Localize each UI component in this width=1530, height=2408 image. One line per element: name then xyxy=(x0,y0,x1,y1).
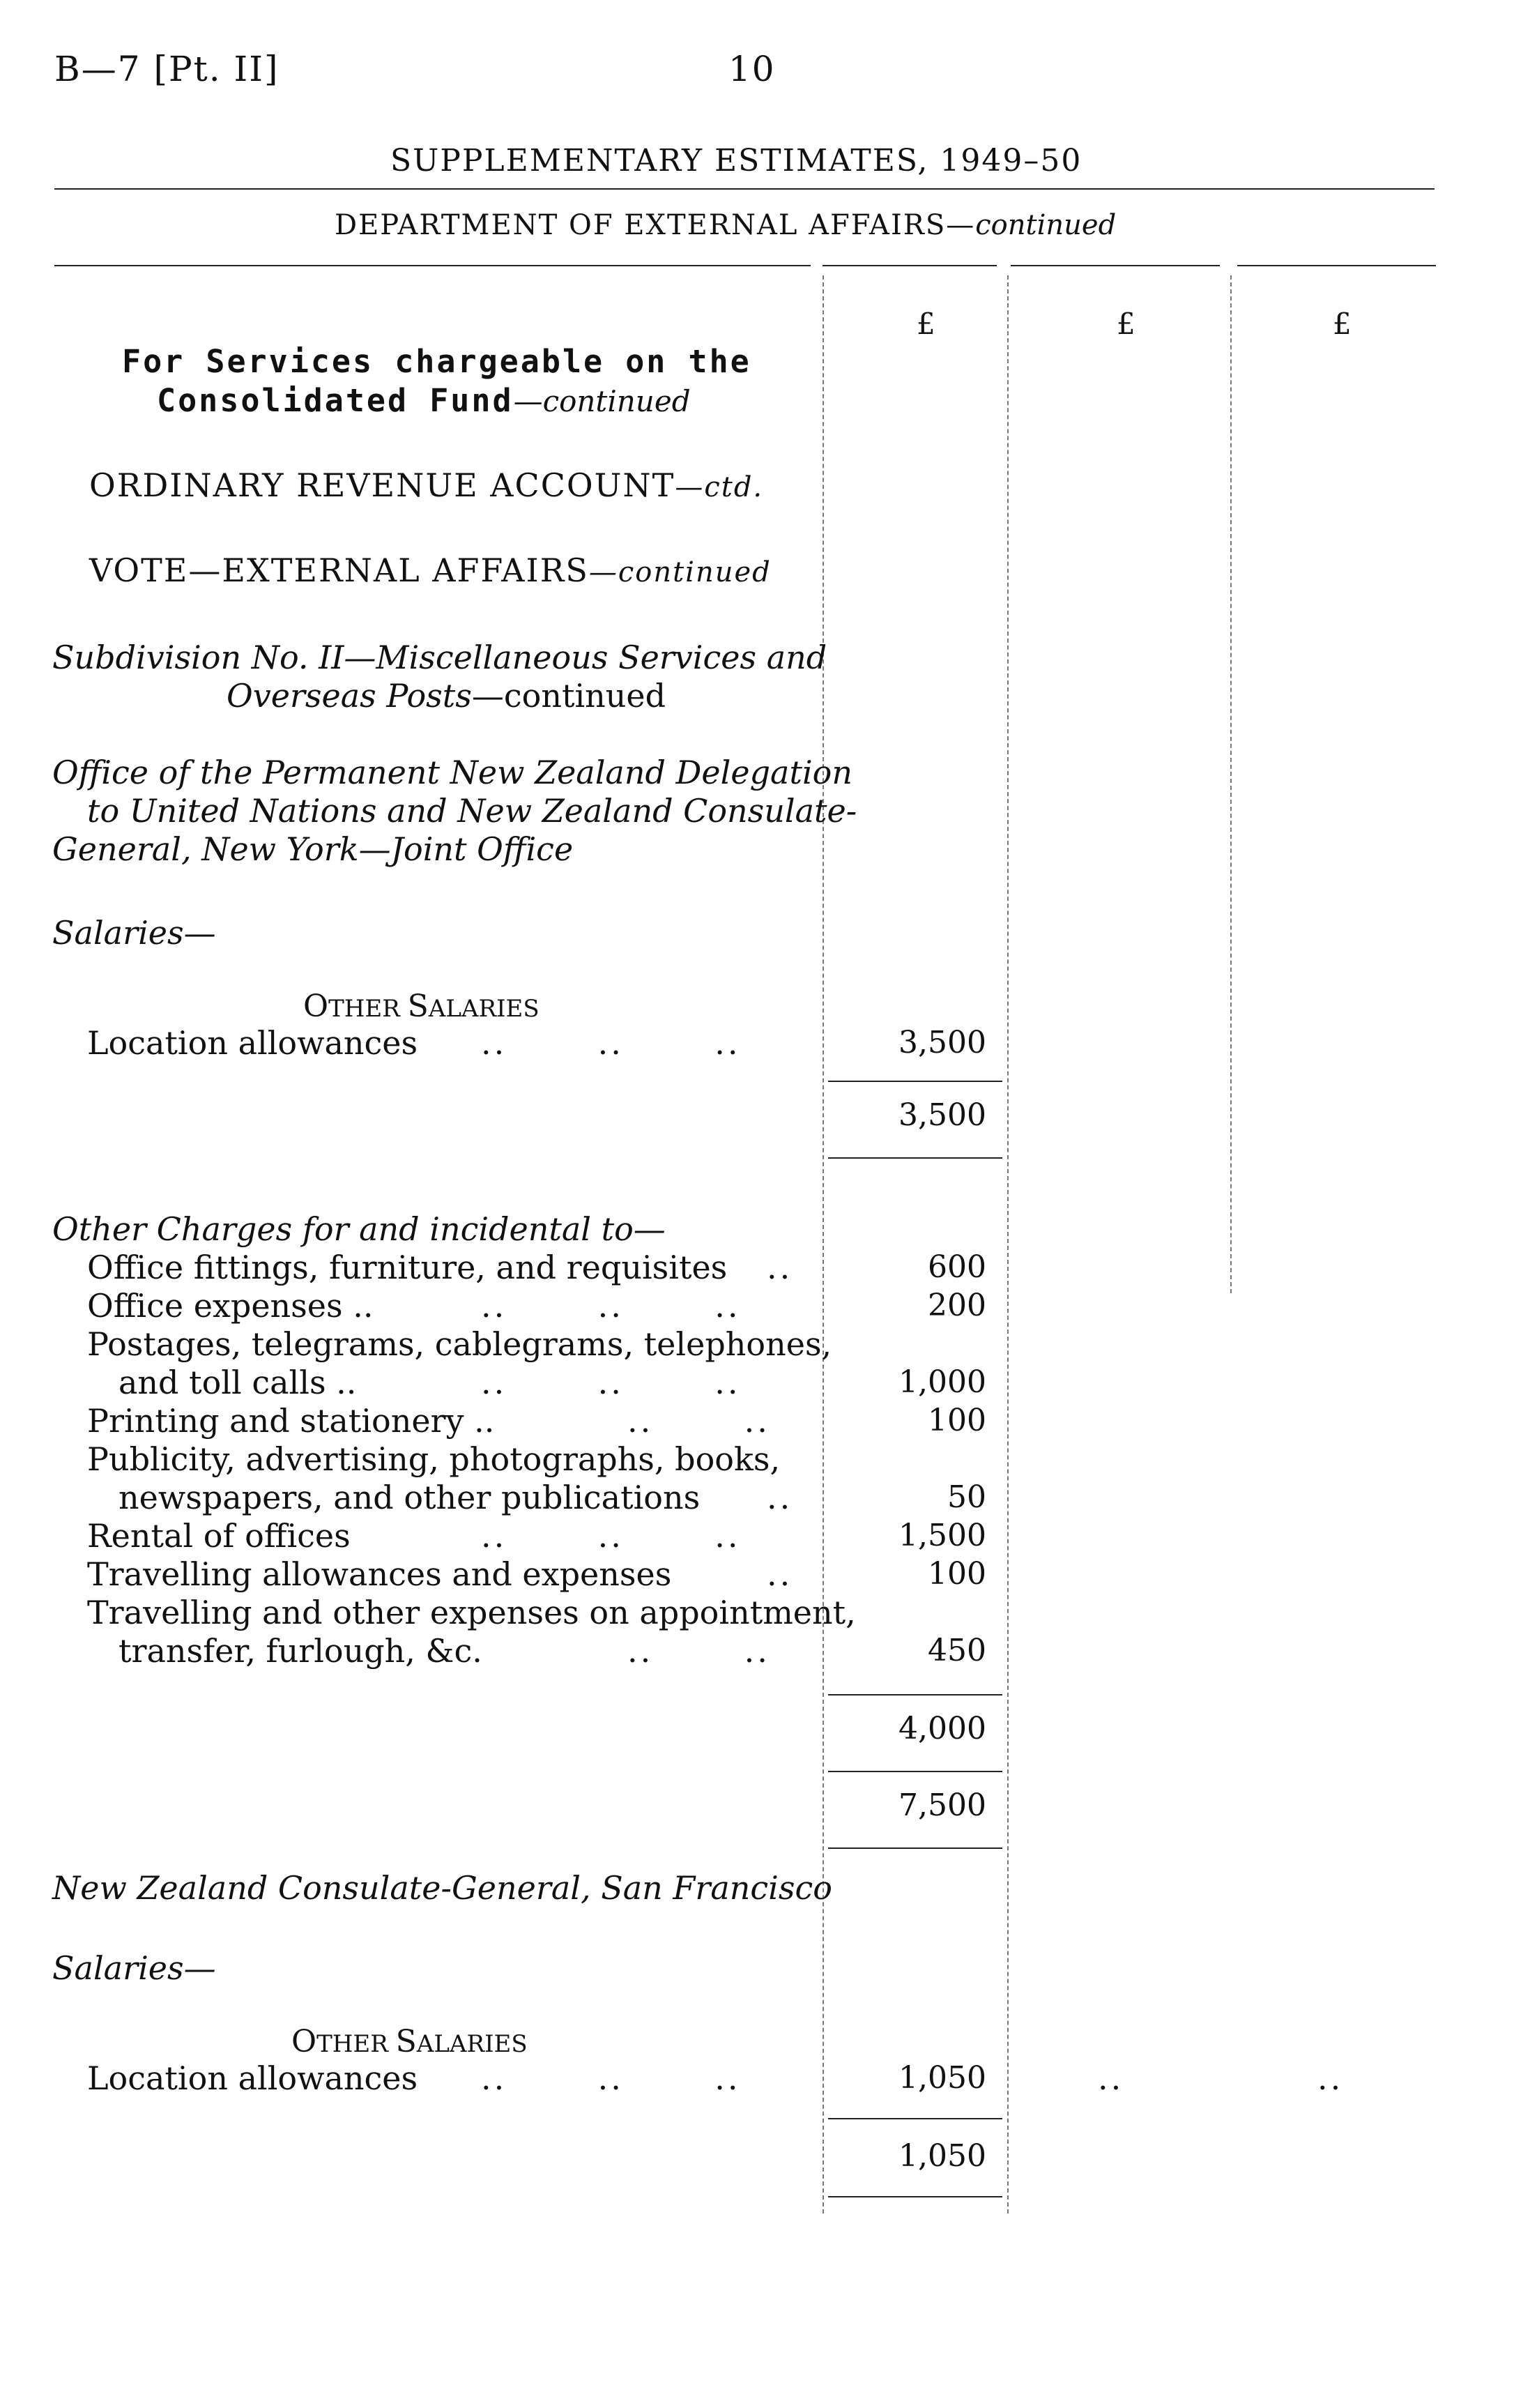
sf-location-allowances-value: 1,050 xyxy=(898,2060,986,2096)
ny-office-total: 7,500 xyxy=(898,1788,986,1823)
charge-label-continued: transfer, furlough, &c. xyxy=(118,1632,482,1670)
charge-label: Travelling allowances and expenses xyxy=(87,1555,672,1593)
leader-dots: .. .. xyxy=(627,1632,770,1670)
column-3-currency: £ xyxy=(1333,307,1352,341)
ny-location-allowances-label: Location allowances xyxy=(87,1024,418,1062)
charge-label: Office expenses .. xyxy=(87,1287,374,1325)
title-rule xyxy=(54,188,1435,190)
column-divider-2 xyxy=(1007,275,1009,2213)
ny-other-salaries-heading: OTHER SALARIES xyxy=(303,989,540,1024)
subtotal-rule xyxy=(828,1157,1002,1159)
department-heading: DEPARTMENT OF EXTERNAL AFFAIRS—continued xyxy=(335,209,1117,241)
heading-rule-far xyxy=(1237,265,1436,266)
charge-label: Postages, telegrams, cablegrams, telephones, xyxy=(87,1325,832,1363)
charge-label-continued: newspapers, and other publications xyxy=(118,1479,701,1516)
charge-value: 100 xyxy=(928,1556,986,1592)
ny-other-charges-label: Other Charges for and incidental to— xyxy=(52,1210,666,1248)
page-reference: B—7 [Pt. II] xyxy=(54,49,280,89)
charge-value: 50 xyxy=(947,1479,986,1515)
column-divider-3 xyxy=(1230,275,1232,1293)
leader-dots: .. .. xyxy=(627,1402,770,1440)
heading-rule-mid xyxy=(823,265,997,266)
heading-rule-right xyxy=(1011,265,1220,266)
charge-value: 600 xyxy=(928,1249,986,1285)
sf-heading: New Zealand Consulate-General, San Francisco xyxy=(52,1869,832,1907)
charge-label: Printing and stationery .. xyxy=(87,1402,495,1440)
leader-dots: .. .. .. xyxy=(481,1364,741,1401)
vote-heading: VOTE—EXTERNAL AFFAIRS—continued xyxy=(89,551,772,589)
office-heading-line-2: to United Nations and New Zealand Consulate- xyxy=(87,792,857,830)
ny-charges-total: 4,000 xyxy=(898,1711,986,1746)
column-2-currency: £ xyxy=(1117,307,1135,341)
leader-dots: .. .. .. xyxy=(481,1024,741,1062)
charge-label: Office fittings, furniture, and requisites xyxy=(87,1249,728,1286)
subtotal-rule xyxy=(828,2118,1002,2119)
charge-value: 1,000 xyxy=(898,1364,986,1400)
charge-value: 100 xyxy=(928,1403,986,1438)
ny-salaries-total: 3,500 xyxy=(898,1097,986,1133)
sf-other-salaries-heading: OTHER SALARIES xyxy=(291,2024,528,2059)
column-divider-1 xyxy=(823,275,824,2213)
office-heading-line-3: General, New York—Joint Office xyxy=(52,830,574,868)
subdivision-line-2: Overseas Posts—continued xyxy=(227,677,666,715)
charge-label: Publicity, advertising, photographs, books, xyxy=(87,1440,781,1478)
leader-dots: .. .. .. xyxy=(481,2059,741,2097)
leader-dots: .. xyxy=(767,1479,793,1516)
charge-value: 1,500 xyxy=(898,1518,986,1553)
subtotal-rule xyxy=(828,1771,1002,1772)
ny-location-allowances-value: 3,500 xyxy=(898,1025,986,1060)
leader-dots: .. xyxy=(767,1249,793,1286)
subtotal-rule xyxy=(828,1847,1002,1849)
document-title: SUPPLEMENTARY ESTIMATES, 1949–50 xyxy=(390,143,1083,178)
account-heading: ORDINARY REVENUE ACCOUNT—ctd. xyxy=(89,466,764,504)
sf-column-3-dots: .. xyxy=(1317,2059,1344,2097)
subtotal-rule xyxy=(828,2196,1002,2197)
subtotal-rule xyxy=(828,1081,1002,1082)
office-heading-line-1: Office of the Permanent New Zealand Delegation xyxy=(52,754,852,791)
column-1-currency: £ xyxy=(917,307,935,341)
subtotal-rule xyxy=(828,1694,1002,1695)
leader-dots: .. .. .. xyxy=(481,1287,741,1325)
charge-value: 200 xyxy=(928,1288,986,1323)
charge-value: 450 xyxy=(928,1633,986,1668)
services-heading-line-2: Consolidated Fund—continued xyxy=(157,382,691,419)
leader-dots: .. xyxy=(767,1555,793,1593)
charge-label: Travelling and other expenses on appointment, xyxy=(87,1594,856,1631)
services-heading-line-1: For Services chargeable on the xyxy=(122,343,751,380)
ny-salaries-label: Salaries— xyxy=(52,914,216,952)
sf-column-2-dots: .. xyxy=(1098,2059,1124,2097)
heading-rule-left xyxy=(54,265,811,266)
charge-label: Rental of offices xyxy=(87,1517,351,1555)
subdivision-line-1: Subdivision No. II—Miscellaneous Services and xyxy=(52,639,827,676)
sf-salaries-total: 1,050 xyxy=(898,2138,986,2174)
sf-salaries-label: Salaries— xyxy=(52,1949,216,1987)
sf-location-allowances-label: Location allowances xyxy=(87,2059,418,2097)
page-number: 10 xyxy=(728,49,776,89)
charge-label-continued: and toll calls .. xyxy=(118,1364,357,1401)
leader-dots: .. .. .. xyxy=(481,1517,741,1555)
